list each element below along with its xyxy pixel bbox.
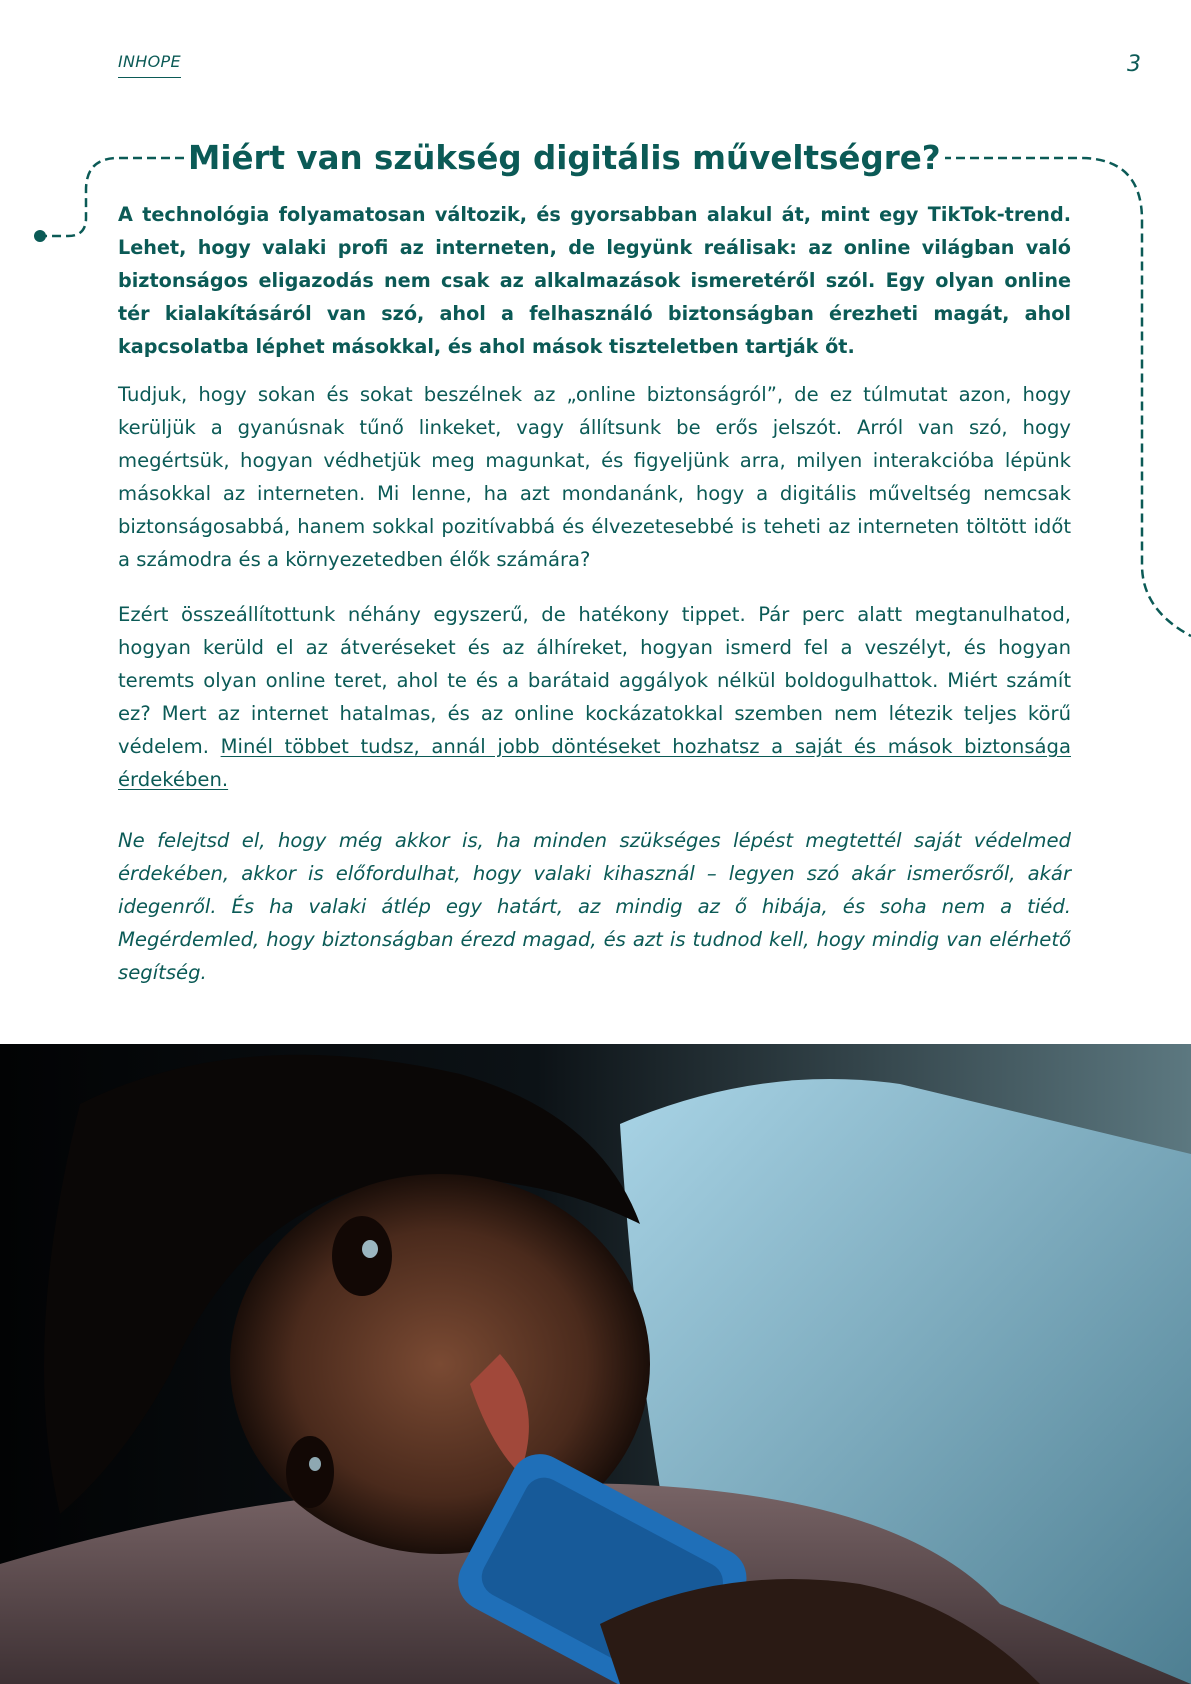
body-paragraph-1: Tudjuk, hogy sokan és sokat beszélnek az „online biztonságról”, de ez túlmutat azon, hogy kerüljük a gyanúsnak tűnő linkeket, vagy állítsunk be erős jelszót. Arról van szó, hogy megértsük, hogyan védhetjük meg magunkat, és figyeljünk arra, milyen interakcióba lépünk másokkal az interneten. Mi lenne, ha azt mondanánk, hogy a digitális műveltség nemcsak biztonságosabbá, hanem sokkal pozitívabbá és élvezetesebbé is teheti az interneten töltött időt a számodra és a környezetedben élők számára?	[118, 383, 1071, 571]
italic-note: Ne felejtsd el, hogy még akkor is, ha minden szükséges lépést megtettél saját védelmed érdekében, akkor is előfordulhat, hogy valaki kihasznál – legyen szó akár ismerősről, akár idegenről. És ha valaki átlép egy határt, az mindig az ő hibája, és soha nem a tiéd. Megérdemled, hogy biztonságban érezd magad, és azt is tudnod kell, hogy mindig van elérhető segítség.	[118, 829, 1071, 984]
lead-paragraph: A technológia folyamatosan változik, és gyorsabban alakul át, mint egy TikTok-trend. Lehet, hogy valaki profi az interneten, de legyünk reálisak: az online világban való biztonságos eligazodás nem csak az alkalmazások ismeretéről szól. Egy olyan online tér kialakításáról van szó, ahol a felhasználó biztonságban érezheti magát, ahol kapcsolatba léphet másokkal, és ahol mások tiszteletben tartják őt.	[118, 203, 1071, 358]
underlined-key-sentence: Minél többet tudsz, annál jobb döntéseket hozhatsz a saját és mások biztonsága érdekében.	[118, 735, 1071, 791]
eye-right	[286, 1436, 334, 1508]
body-paragraph-2	[118, 598, 1071, 796]
page-number: 3	[1127, 52, 1141, 77]
eye-left	[332, 1216, 392, 1296]
photo-girl-with-phone	[0, 1044, 1191, 1684]
frame-dot	[34, 230, 46, 242]
paragraph-2-text: Ezért összeállítottunk néhány egyszerű, de hatékony tippet. Pár perc alatt megtanulhatod, hogyan kerüld el az átveréseket és az álhíreket, hogyan ismerd fel a veszélyt, és hogyan teremts olyan online teret, ahol te és a barátaid aggályok nélkül boldogulhattok. Miért számít ez? Mert az internet hatalmas, és az online kockázatokkal szemben nem létezik teljes körű védelem.	[118, 603, 1071, 758]
header-brand: INHOPE	[118, 52, 181, 78]
section-title: Miért van szükség digitális műveltségre?	[184, 136, 945, 180]
